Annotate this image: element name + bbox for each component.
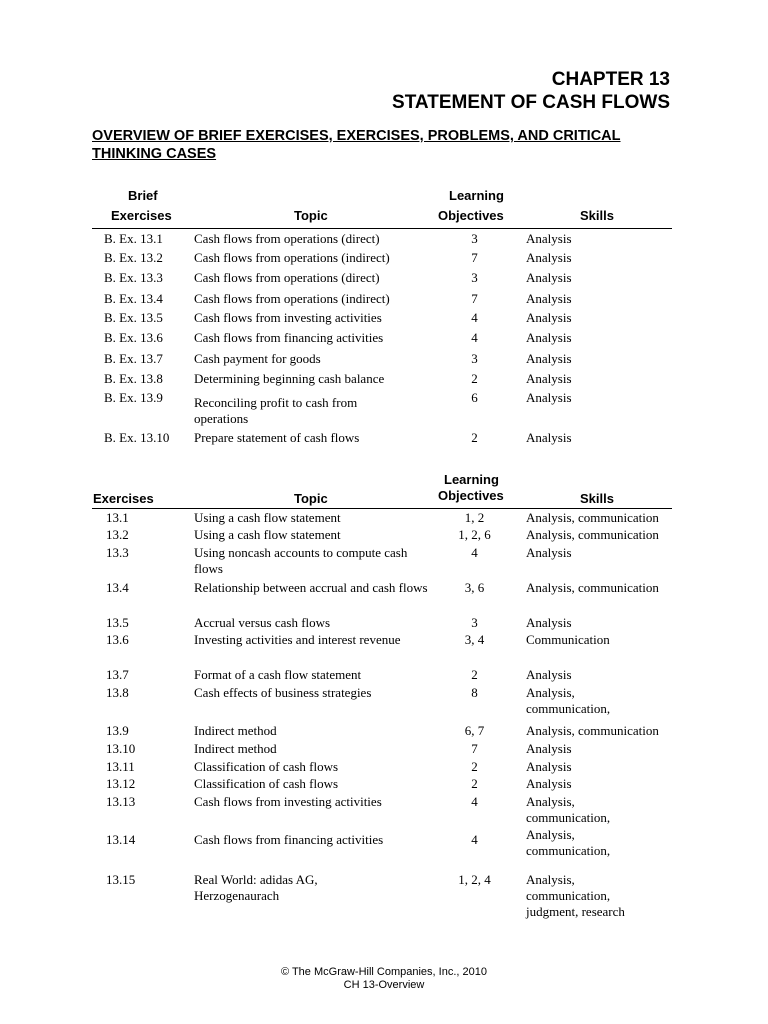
header-exercises: Exercises <box>111 208 172 223</box>
header-topic: Topic <box>294 208 328 223</box>
page-footer <box>0 966 768 992</box>
header-objectives: Objectives <box>438 208 504 223</box>
header-objectives: Objectives <box>438 488 504 503</box>
header-skills: Skills <box>580 491 614 506</box>
overview-line-1: OVERVIEW OF BRIEF EXERCISES, EXERCISES, PROBLEMS, AND CRITICAL <box>92 128 621 144</box>
chapter-number: CHAPTER 13 <box>551 69 670 90</box>
brief-exercises-table: Brief Exercises Topic Learning Objectives Skills B. Ex. 13.1 Cash flows from operations (direct) 3 Analysis B. Ex. 13.2 Cash flows from operations (indirect) 7 Analysis B. Ex. 13.3 Cash flows from operations (direct) 3 Analysis B. Ex. 13.4 Cash flows from operations (indirect) 7 Analysis B. Ex. 13.5 Cash flows from investing activities 4 Analysis B. Ex. 13.6 Cash flows from financing activities 4 Analysis B. Ex. 13.7 Cash payment for goods 3 Analysis B. Ex. 13.8 Determining beginning cash balance 2 Analysis B. Ex. 13.9 Reconciling profit to cash from operations 6 Analysis B. Ex. 13.10 Prepare statement of cash flows 2 Analysis <box>92 186 672 229</box>
page-label: CH 13-Overview <box>343 979 425 991</box>
header-topic: Topic <box>294 491 328 506</box>
header-learning: Learning <box>444 472 499 487</box>
header-exercises: Exercises <box>93 491 154 506</box>
chapter-heading <box>392 68 670 114</box>
exercises-table-header <box>92 470 672 509</box>
copyright-text: © The McGraw-Hill Companies, Inc., 2010 <box>281 966 487 978</box>
header-skills: Skills <box>580 208 614 223</box>
brief-table-header <box>92 186 672 229</box>
exercises-table: Exercises Topic Learning Objectives Skills 13.1 Using a cash flow statement 1, 2 Analysis, communication 13.2 Using a cash flow statement 1, 2, 6 Analysis, communication 13.3 Using noncash accounts to compute cash flows 4 Analysis 13.4 Relationship between accrual and cash flows 3, 6 Analysis, communication 13.5 Accrual versus cash flows 3 Analysis 13.6 Investing activities and interest revenue 3, 4 Communication 13.7 Format of a cash flow statement 2 Analysis 13.8 Cash effects of business strategies 8 Analysis, communication, 13.9 Indirect method 6, 7 Analysis, communication 13.10 Indirect method 7 Analysis 13.11 Classification of cash flows 2 Analysis 13.12 Classification of cash flows 2 Analysis 13.13 Cash flows from investing activities 4 Analysis, communication, 13.14 Cash flows from financing activities 4 Analysis, communication, 13.15 Real World: adidas AG, Herzogenaurach 1, 2, 4 Analysis, communication, judgment, research <box>92 470 672 509</box>
header-brief: Brief <box>128 188 158 203</box>
overview-line-2: THINKING CASES <box>92 146 217 162</box>
chapter-title: STATEMENT OF CASH FLOWS <box>392 92 670 113</box>
overview-heading <box>92 127 652 163</box>
header-learning: Learning <box>449 188 504 203</box>
